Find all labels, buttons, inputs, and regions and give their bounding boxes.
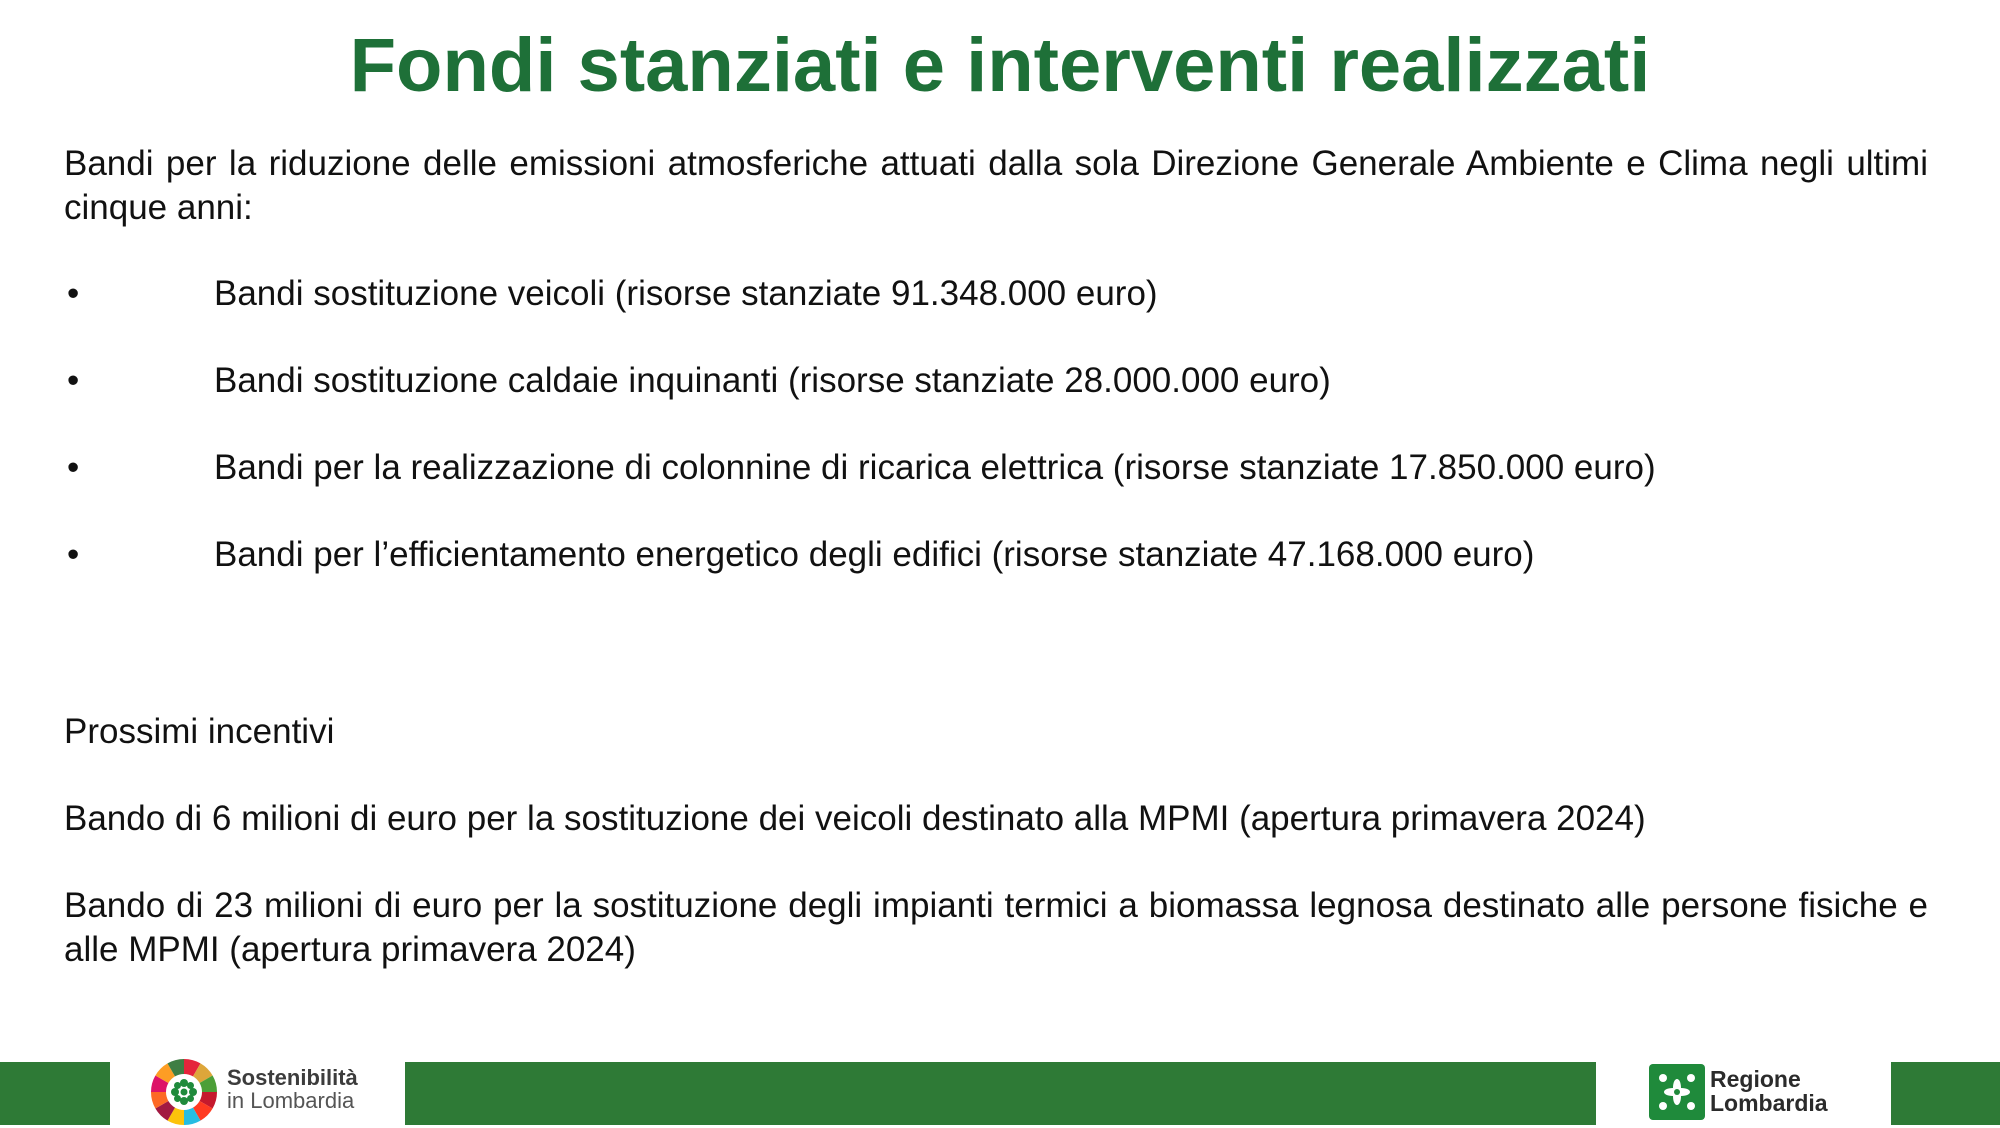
regione-logo-text [1710, 1067, 1828, 1115]
bullet-dot: • [67, 274, 80, 313]
bullet-item [64, 359, 1928, 403]
bullet-dot: • [67, 448, 80, 487]
regione-line2: Lombardia [1710, 1090, 1828, 1116]
bullet-text: Bandi per la realizzazione di colonnine di ricarica elettrica (risorse stanziate 17.850.000 euro) [214, 448, 1656, 487]
bullet-dot: • [67, 361, 80, 400]
bullet-text: Bandi sostituzione veicoli (risorse stanziate 91.348.000 euro) [214, 274, 1158, 313]
next-incentive-item: Bando di 6 milioni di euro per la sostituzione dei veicoli destinato alla MPMI (apertura primavera 2024) [64, 799, 1646, 838]
sostenibilita-line2: in Lombardia [227, 1088, 355, 1113]
slide-title: Fondi stanziati e interventi realizzati [349, 23, 1651, 108]
regione-line1: Regione [1710, 1066, 1801, 1092]
next-incentives-heading: Prossimi incentivi [64, 712, 335, 751]
sostenibilita-line1: Sostenibilità [227, 1065, 358, 1090]
intro-paragraph: Bandi per la riduzione delle emissioni atmosferiche attuati dalla sola Direzione Generale Ambiente e Clima negli ultimi cinque anni: [64, 144, 1928, 227]
bullet-item [64, 533, 1928, 577]
bullet-item [64, 446, 1928, 490]
sdg-wheel-icon [148, 1056, 220, 1128]
bullet-text: Bandi per l’efficientamento energetico degli edifici (risorse stanziate 47.168.000 euro) [214, 535, 1535, 574]
bullet-text: Bandi sostituzione caldaie inquinanti (risorse stanziate 28.000.000 euro) [214, 361, 1331, 400]
sostenibilita-logo-text [227, 1066, 358, 1112]
next-incentive-item: Bando di 23 milioni di euro per la sostituzione degli impianti termici a biomassa legnosa destinato alle persone fisiche e alle MPMI (apertura primavera 2024) [64, 886, 1928, 969]
rosa-camuna-icon [1649, 1064, 1705, 1120]
bullet-item [64, 272, 1928, 316]
bullet-dot: • [67, 535, 80, 574]
